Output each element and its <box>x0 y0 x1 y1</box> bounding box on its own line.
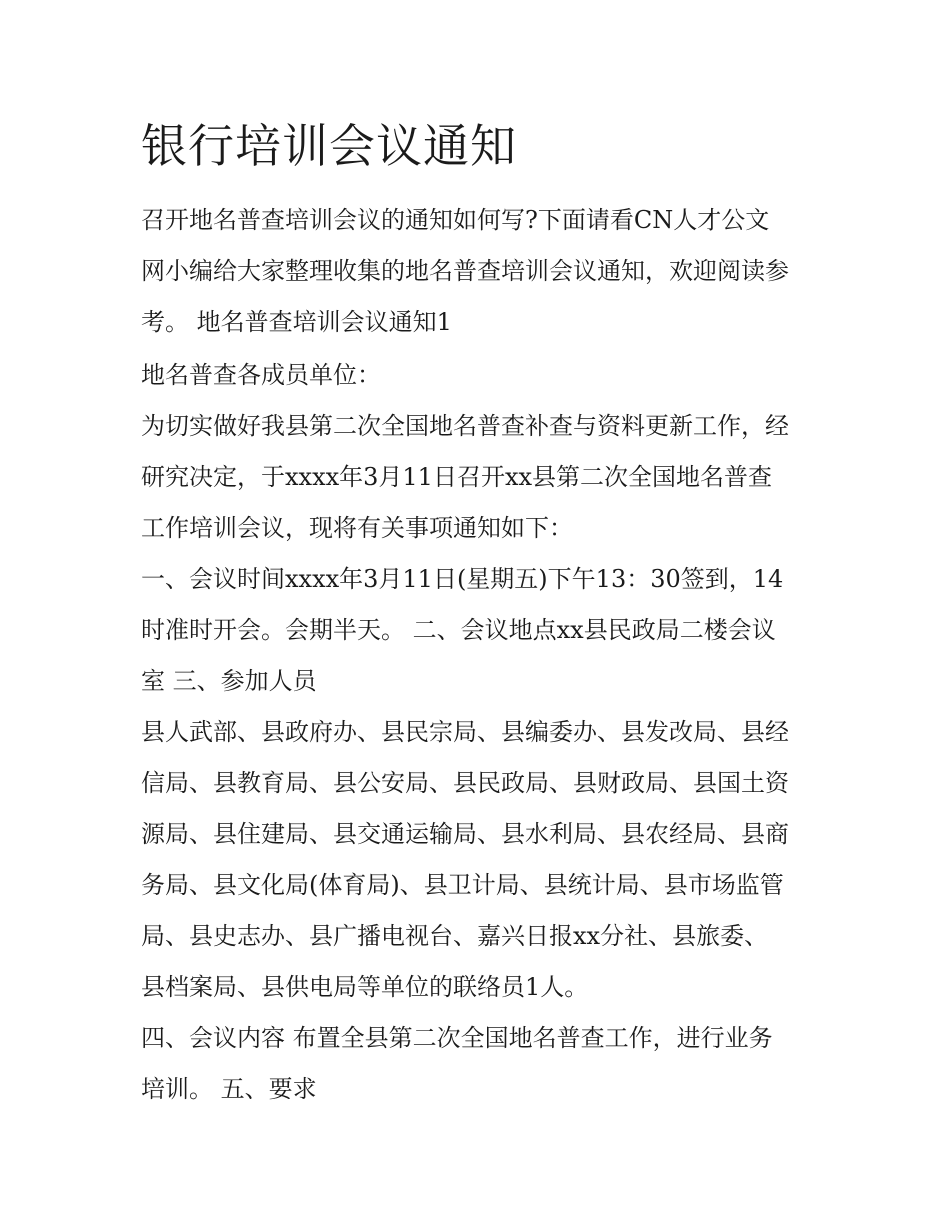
paragraph-line: 地名普查各成员单位： <box>141 361 381 389</box>
paragraph-line: 务局、县文化局(体育局)、县卫计局、县统计局、县市场监管 <box>141 871 784 899</box>
paragraph-line: 县档案局、县供电局等单位的联络员1人。 <box>141 973 589 1001</box>
paragraph-line: 室 三、参加人员 <box>141 667 317 695</box>
paragraph-line: 培训。 五、要求 <box>141 1075 317 1103</box>
paragraph-line: 工作培训会议，现将有关事项通知如下： <box>141 514 573 542</box>
document-title: 银行培训会议通知 <box>141 119 517 173</box>
paragraph-line: 考。 地名普查培训会议通知1 <box>141 308 452 336</box>
paragraph-line: 网小编给大家整理收集的地名普查培训会议通知，欢迎阅读参 <box>141 257 789 285</box>
paragraph-line: 研究决定，于xxxx年3月11日召开xx县第二次全国地名普查 <box>141 463 773 491</box>
paragraph-line: 为切实做好我县第二次全国地名普查补查与资料更新工作，经 <box>141 412 789 440</box>
paragraph-line: 召开地名普查培训会议的通知如何写?下面请看CN人才公文 <box>141 206 770 234</box>
paragraph-line: 一、会议时间xxxx年3月11日(星期五)下午13：30签到，14 <box>141 565 784 593</box>
paragraph-line: 县人武部、县政府办、县民宗局、县编委办、县发改局、县经 <box>141 718 789 746</box>
paragraph-line: 信局、县教育局、县公安局、县民政局、县财政局、县国土资 <box>141 769 789 797</box>
paragraph-line: 时准时开会。会期半天。 二、会议地点xx县民政局二楼会议 <box>141 616 776 644</box>
paragraph-line: 四、会议内容 布置全县第二次全国地名普查工作，进行业务 <box>141 1024 773 1052</box>
paragraph-line: 源局、县住建局、县交通运输局、县水利局、县农经局、县商 <box>141 820 789 848</box>
paragraph-line: 局、县史志办、县广播电视台、嘉兴日报xx分社、县旅委、 <box>141 922 769 950</box>
